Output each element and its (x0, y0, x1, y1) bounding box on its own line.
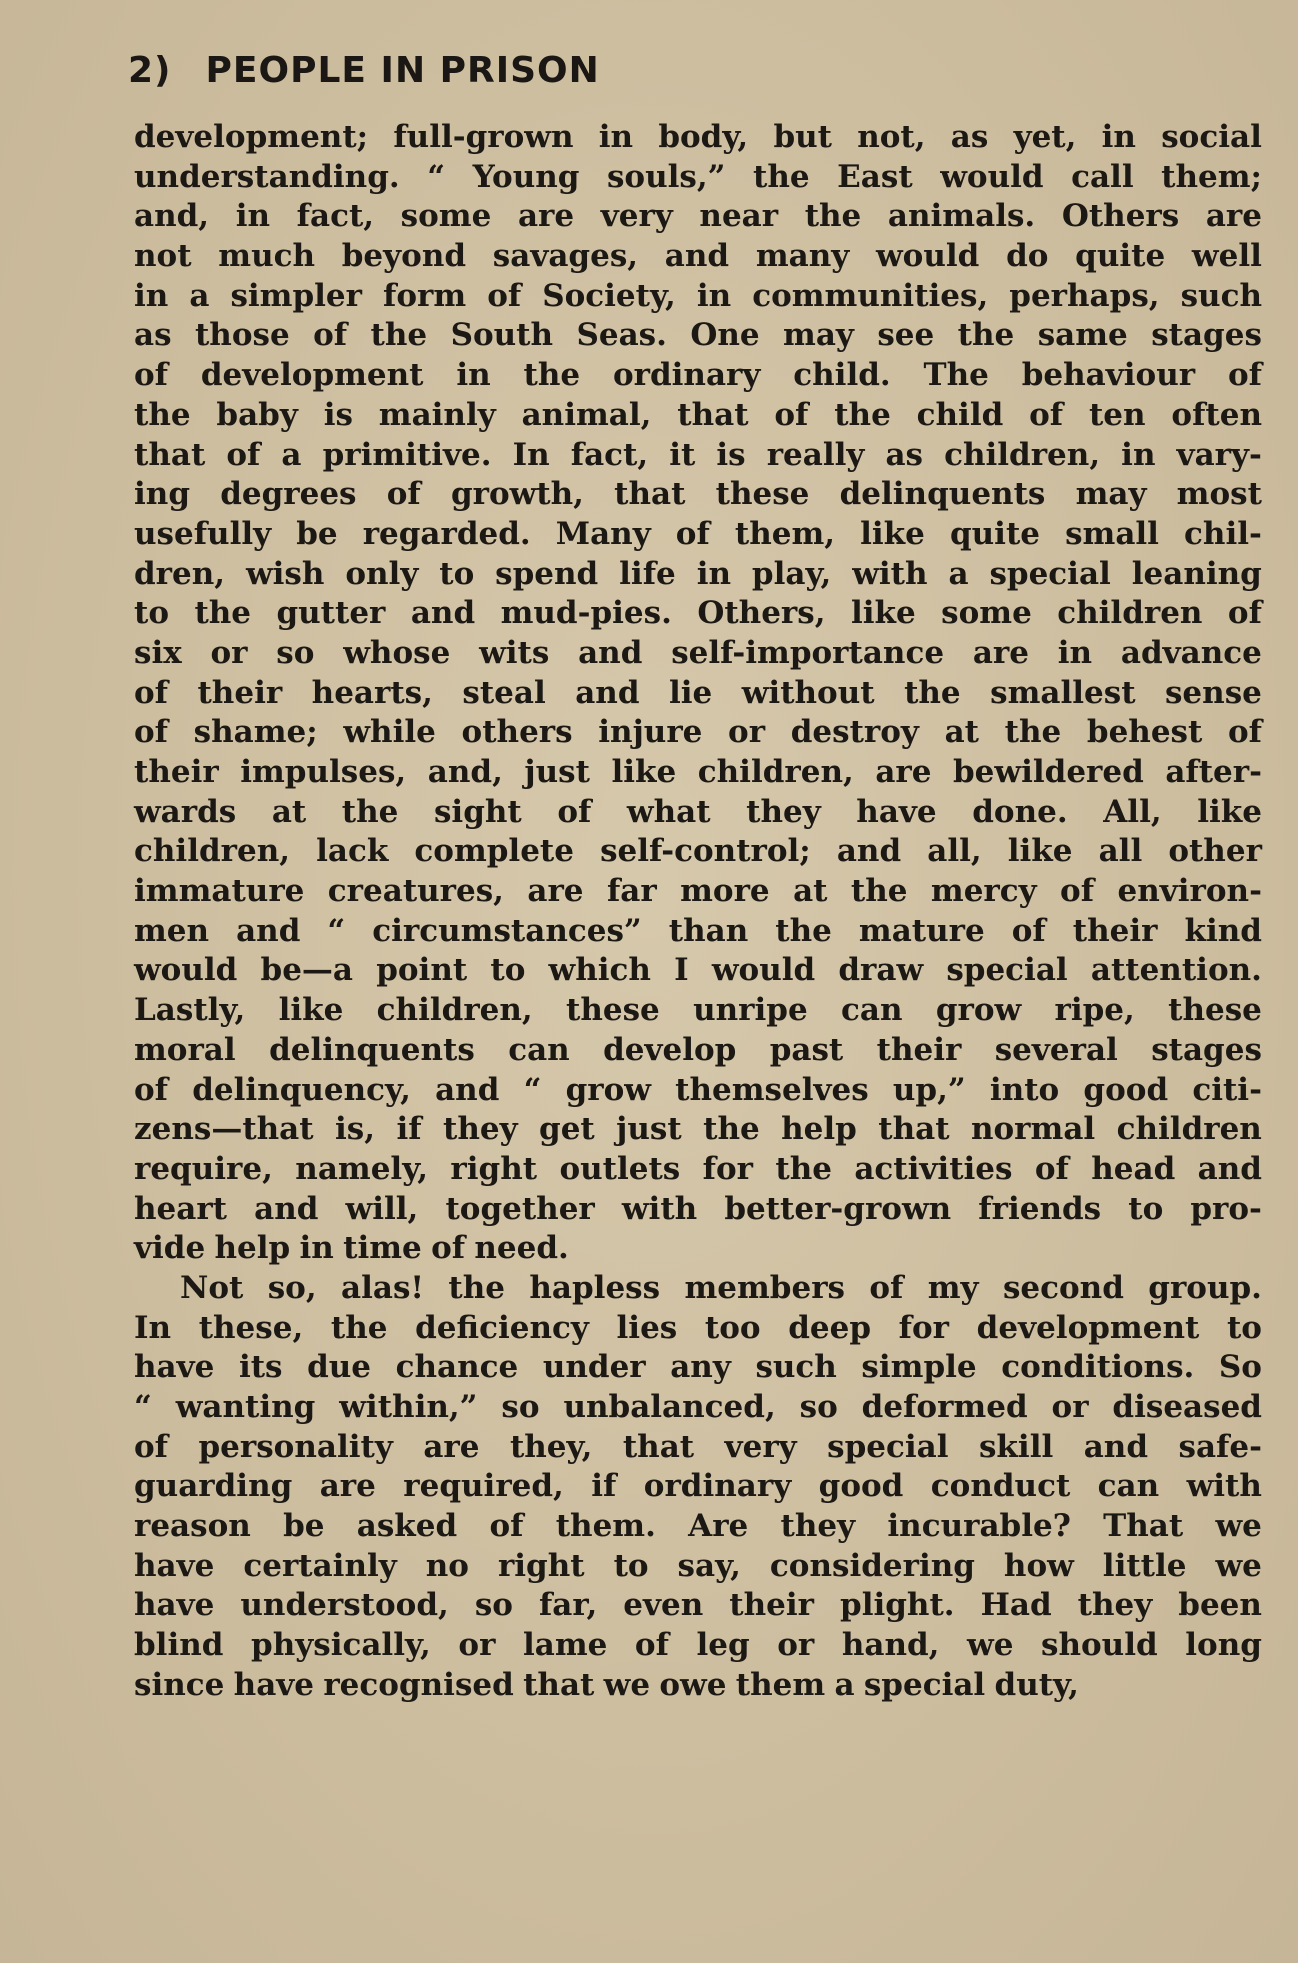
text-line: not much beyond savages, and many would do quite well (134, 238, 1262, 275)
text-line: “ wanting within,” so unbalanced, so deformed or diseased (134, 1389, 1262, 1425)
text-line: zens—that is, if they get just the help that normal children (134, 1111, 1262, 1148)
text-line: children, lack complete self-control; and all, like all other (134, 833, 1262, 870)
text-line: six or so whose wits and self-importance are in advance (134, 634, 1262, 671)
text-line: immature creatures, are far more at the mercy of environ- (134, 873, 1262, 910)
text-line: wards at the sight of what they have done. All, like (134, 793, 1262, 830)
text-line: moral delinquents can develop past their several stages (134, 1031, 1262, 1068)
text-line: require, namely, right outlets for the activities of head and (134, 1150, 1262, 1187)
text-line: and, in fact, some are very near the animals. Others are (134, 198, 1262, 235)
chapter-title: PEOPLE IN PRISON (205, 50, 600, 91)
text-line: Lastly, like children, these unripe can grow ripe, these (134, 992, 1262, 1029)
text-line: reason be asked of them. Are they incurable? That we (134, 1508, 1262, 1545)
text-line: that of a primitive. In fact, it is really as children, in vary- (134, 436, 1262, 473)
text-line: of delinquency, and “ grow themselves up,” into good citi- (134, 1071, 1262, 1108)
text-line: in a simpler form of Society, in communities, perhaps, such (134, 277, 1262, 314)
text-line: Not so, alas! the hapless members of my second group. (180, 1269, 1262, 1306)
text-line: have certainly no right to say, considering how little we (134, 1547, 1262, 1584)
text-line: heart and will, together with better-grown friends to pro- (134, 1190, 1262, 1227)
body-text (134, 118, 1262, 1706)
text-line: vide help in time of need. (134, 1230, 569, 1267)
text-line: as those of the South Seas. One may see the same stages (134, 317, 1262, 354)
running-head (128, 50, 600, 91)
text-line: dren, wish only to spend life in play, with a special leaning (134, 555, 1262, 592)
text-line: have its due chance under any such simple conditions. So (134, 1349, 1262, 1386)
text-line: In these, the deficiency lies too deep for development to (134, 1309, 1262, 1346)
text-line: understanding. “ Young souls,” the East would call them; (134, 158, 1262, 195)
text-line: since have recognised that we owe them a special duty, (134, 1666, 1079, 1703)
text-line: have understood, so far, even their plight. Had they been (134, 1587, 1262, 1624)
text-line: development; full-grown in body, but not, as yet, in social (134, 119, 1262, 155)
text-line: would be—a point to which I would draw special attention. (134, 952, 1262, 989)
text-line: of their hearts, steal and lie without the smallest sense (134, 674, 1262, 711)
text-line: their impulses, and, just like children, are bewildered after- (134, 754, 1262, 790)
text-line: guarding are required, if ordinary good conduct can with (134, 1468, 1262, 1505)
text-line: ing degrees of growth, that these delinquents may most (134, 476, 1262, 513)
text-line: men and “ circumstances” than the mature of their kind (134, 912, 1262, 949)
text-line: usefully be regarded. Many of them, like quite small chil- (134, 515, 1262, 552)
text-line: to the gutter and mud-pies. Others, like some children of (134, 595, 1262, 632)
text-line: of development in the ordinary child. The behaviour of (134, 357, 1262, 394)
text-line: blind physically, or lame of leg or hand, we should long (134, 1627, 1262, 1664)
text-line: of personality are they, that very special skill and safe- (134, 1428, 1262, 1465)
text-line: of shame; while others injure or destroy at the behest of (134, 714, 1262, 751)
text-line: the baby is mainly animal, that of the child of ten often (134, 396, 1262, 433)
page-number: 2) (128, 50, 172, 91)
